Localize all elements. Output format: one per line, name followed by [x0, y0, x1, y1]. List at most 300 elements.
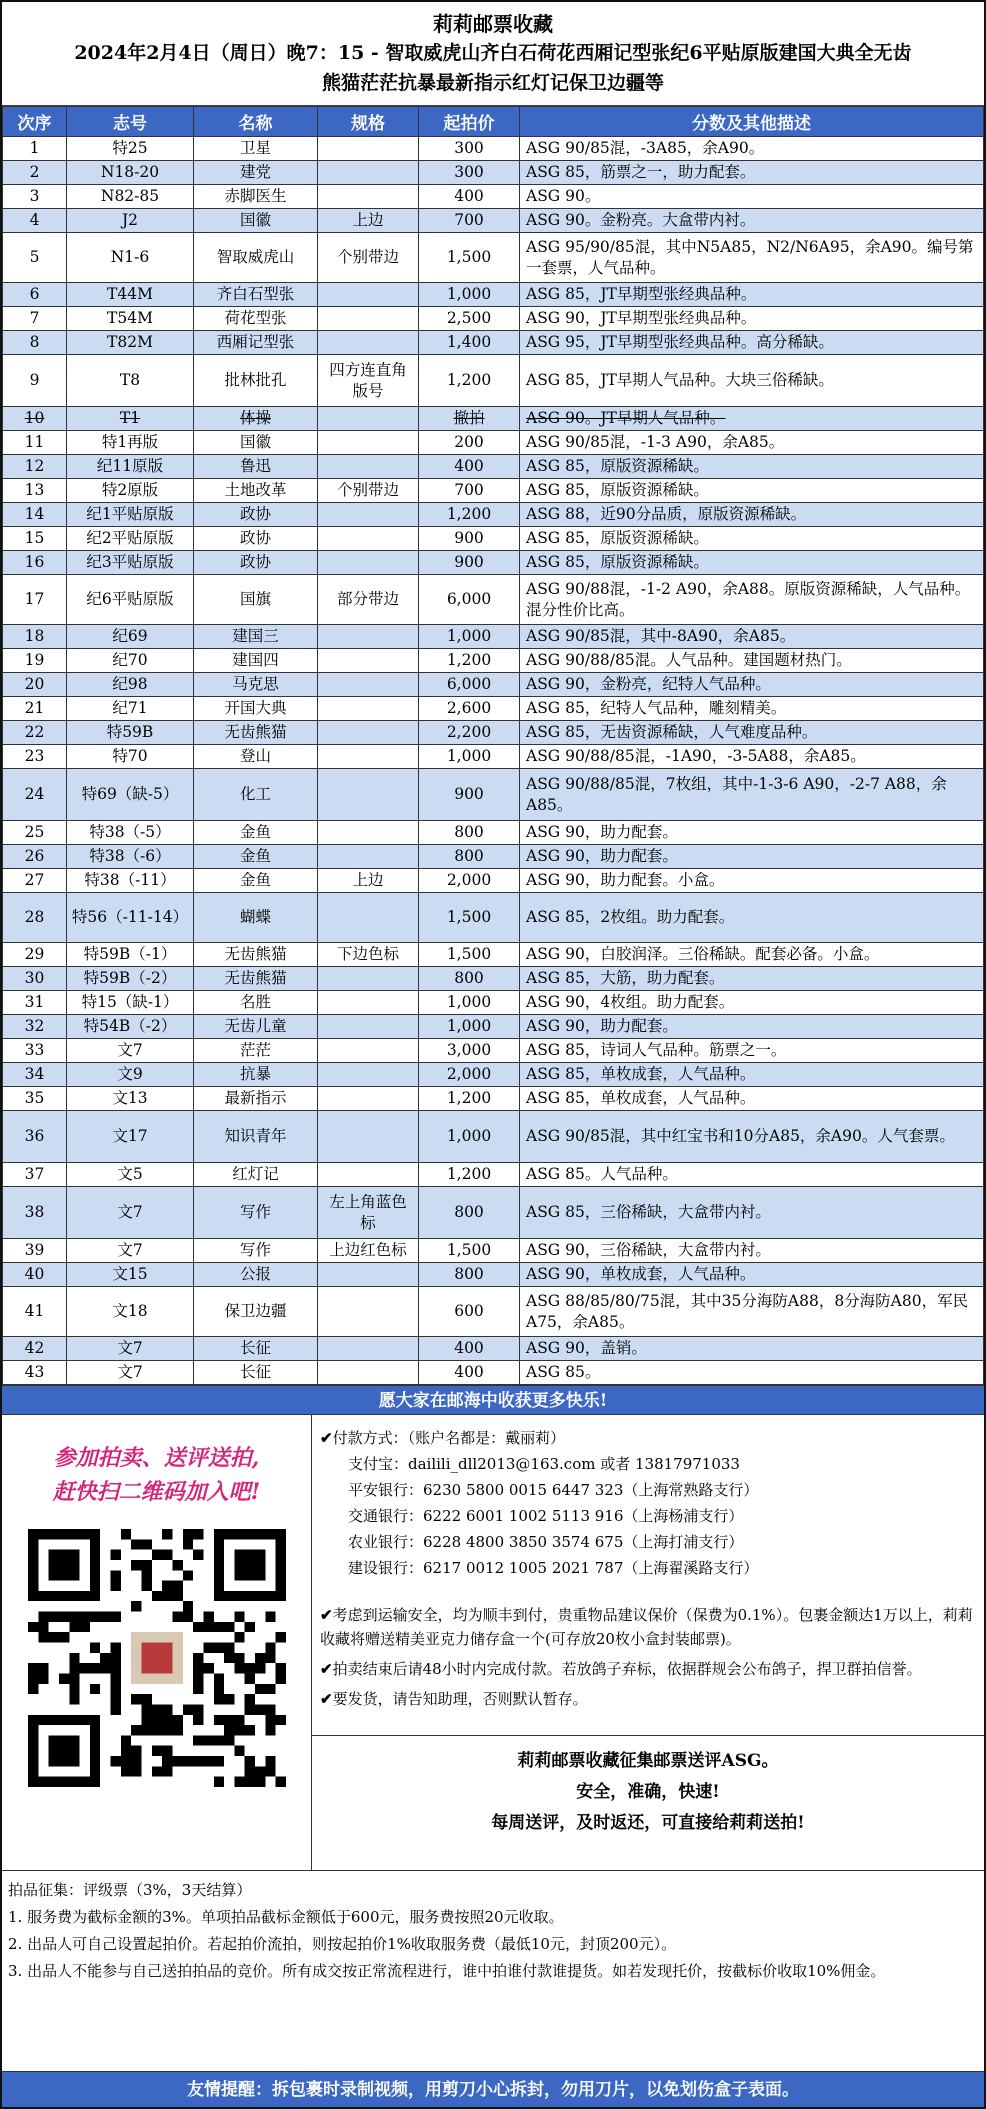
lot-price-cell: 800: [419, 821, 520, 845]
lot-spec-cell: [318, 431, 419, 455]
alipay-account: 支付宝：dailili_dll2013@163.com 或者 13817971033: [348, 1455, 740, 1473]
lot-number-cell: 33: [3, 1039, 67, 1063]
lot-number-cell: 21: [3, 697, 67, 721]
asg-line-2: 安全，准确，快速!: [576, 1782, 720, 1802]
lot-desc-cell: ASG 90。: [520, 185, 984, 209]
table-row: [3, 1361, 984, 1385]
lot-desc-cell: ASG 85。人气品种。: [520, 1163, 984, 1187]
lot-desc-cell: ASG 90，单枚成套，人气品种。: [520, 1263, 984, 1287]
lot-number-cell: 41: [3, 1287, 67, 1337]
lot-name-cell: 长征: [194, 1337, 318, 1361]
lot-price-cell: 1,500: [419, 1239, 520, 1263]
payment-info: [312, 1415, 984, 1735]
table-row: [3, 575, 984, 625]
lot-number-cell: 2: [3, 161, 67, 185]
lot-code-cell: 纪98: [67, 673, 194, 697]
lot-number-cell: 5: [3, 233, 67, 283]
table-row: [3, 1015, 984, 1039]
table-row: [3, 355, 984, 407]
lot-table-body: [3, 137, 984, 1385]
lot-code-cell: 文7: [67, 1187, 194, 1239]
lot-desc-cell: ASG 85，单枚成套，人气品种。: [520, 1087, 984, 1111]
terms-item-2: 2. 出品人可自己设置起拍价。若起拍价流拍，则按起拍价1%收取服务费（最低10元，封顶200元）。: [8, 1935, 677, 1953]
lot-code-cell: 纪11原版: [67, 455, 194, 479]
lot-price-cell: 1,000: [419, 283, 520, 307]
lot-desc-cell: ASG 90/85混，-3A85，余A90。: [520, 137, 984, 161]
table-header-row: [3, 107, 984, 137]
lot-code-cell: T54M: [67, 307, 194, 331]
table-row: [3, 721, 984, 745]
check-icon: ✔: [320, 1606, 333, 1624]
asg-line-3: 每周送评，及时返还，可直接给莉莉送拍!: [491, 1813, 805, 1833]
lot-code-cell: 纪2平贴原版: [67, 527, 194, 551]
lot-desc-cell: ASG 90，助力配套。: [520, 1015, 984, 1039]
lot-code-cell: 文7: [67, 1361, 194, 1385]
lot-price-cell: 700: [419, 479, 520, 503]
lot-desc-cell: ASG 95，JT早期型张经典品种。高分稀缺。: [520, 331, 984, 355]
lot-number-cell: 36: [3, 1111, 67, 1163]
lot-desc-cell: ASG 85，单枚成套，人气品种。: [520, 1063, 984, 1087]
lot-name-cell: 蝴蝶: [194, 893, 318, 943]
lot-price-cell: 6,000: [419, 575, 520, 625]
table-row: [3, 431, 984, 455]
lot-spec-cell: [318, 673, 419, 697]
promo-panel: [2, 1415, 312, 1870]
lot-number-cell: 8: [3, 331, 67, 355]
lot-code-cell: T8: [67, 355, 194, 407]
lot-number-cell: 18: [3, 625, 67, 649]
lot-price-cell: 1,200: [419, 355, 520, 407]
lot-name-cell: 无齿熊猫: [194, 943, 318, 967]
lot-price-cell: 400: [419, 1337, 520, 1361]
lot-number-cell: 23: [3, 745, 67, 769]
lot-number-cell: 43: [3, 1361, 67, 1385]
lot-code-cell: 纪70: [67, 649, 194, 673]
lot-code-cell: 文7: [67, 1239, 194, 1263]
col-header-no: 次序: [3, 107, 67, 137]
table-row: [3, 649, 984, 673]
lot-price-cell: 1,200: [419, 503, 520, 527]
bank-account-pingan: 平安银行：6230 5800 0015 6447 323（上海常熟路支行）: [348, 1481, 759, 1499]
lot-number-cell: 40: [3, 1263, 67, 1287]
lot-price-cell: 800: [419, 967, 520, 991]
table-row: [3, 1163, 984, 1187]
lot-code-cell: 特1再版: [67, 431, 194, 455]
lot-spec-cell: [318, 769, 419, 821]
qr-code-icon[interactable]: [28, 1529, 286, 1787]
lot-code-cell: 特70: [67, 745, 194, 769]
lot-name-cell: 开国大典: [194, 697, 318, 721]
lot-spec-cell: [318, 1063, 419, 1087]
lot-code-cell: 文18: [67, 1287, 194, 1337]
lot-desc-cell: ASG 85，纪特人气品种，雕刻精美。: [520, 697, 984, 721]
lot-spec-cell: [318, 967, 419, 991]
lot-spec-cell: [318, 625, 419, 649]
lot-spec-cell: [318, 307, 419, 331]
lot-name-cell: 金鱼: [194, 869, 318, 893]
lot-price-cell: 1,500: [419, 893, 520, 943]
lot-number-cell: 3: [3, 185, 67, 209]
table-row: [3, 1039, 984, 1063]
lot-name-cell: 写作: [194, 1239, 318, 1263]
lot-name-cell: 土地改革: [194, 479, 318, 503]
lot-name-cell: 知识青年: [194, 1111, 318, 1163]
lot-code-cell: T1: [67, 407, 194, 431]
lot-name-cell: 国徽: [194, 431, 318, 455]
lot-number-cell: 26: [3, 845, 67, 869]
lot-name-cell: 政协: [194, 503, 318, 527]
lot-desc-cell: ASG 85，JT早期型张经典品种。: [520, 283, 984, 307]
bank-account-abc: 农业银行：6228 4800 3850 3574 675（上海打浦支行）: [348, 1533, 744, 1551]
check-icon: ✔: [320, 1690, 333, 1708]
promo-line-2: 赶快扫二维码加入吧!: [52, 1479, 261, 1505]
lot-spec-cell: [318, 1087, 419, 1111]
lot-spec-cell: 上边红色标: [318, 1239, 419, 1263]
table-row: [3, 769, 984, 821]
table-row: [3, 479, 984, 503]
lot-desc-cell: ASG 88/85/80/75混，其中35分海防A88，8分海防A80，军民A75，余A85。: [520, 1287, 984, 1337]
table-row: [3, 943, 984, 967]
lot-code-cell: 文17: [67, 1111, 194, 1163]
lot-name-cell: 抗暴: [194, 1063, 318, 1087]
lot-spec-cell: [318, 991, 419, 1015]
lot-spec-cell: [318, 1287, 419, 1337]
lot-name-cell: 无齿儿童: [194, 1015, 318, 1039]
lot-desc-cell: ASG 90/85混，其中-8A90，余A85。: [520, 625, 984, 649]
lot-spec-cell: 下边色标: [318, 943, 419, 967]
table-row: [3, 869, 984, 893]
lot-spec-cell: [318, 407, 419, 431]
lot-spec-cell: [318, 1015, 419, 1039]
promo-line-1: 参加拍卖、送评送拍,: [53, 1445, 260, 1471]
lot-desc-cell: ASG 90，白胶润泽。三俗稀缺。配套必备。小盒。: [520, 943, 984, 967]
lot-name-cell: 马克思: [194, 673, 318, 697]
lot-price-cell: 2,500: [419, 307, 520, 331]
lot-desc-cell: ASG 85，原版资源稀缺。: [520, 479, 984, 503]
lot-desc-cell: ASG 85，筋票之一，助力配套。: [520, 161, 984, 185]
table-row: [3, 1087, 984, 1111]
footer-reminder: 友情提醒：拆包裹时录制视频，用剪刀小心拆封，勿用刀片，以免划伤盒子表面。: [2, 2071, 984, 2107]
lot-desc-cell: ASG 90，助力配套。小盒。: [520, 869, 984, 893]
table-row: [3, 407, 984, 431]
lot-price-cell: 1,200: [419, 649, 520, 673]
lot-name-cell: 建国三: [194, 625, 318, 649]
lot-desc-cell: ASG 85，三俗稀缺，大盒带内衬。: [520, 1187, 984, 1239]
lot-number-cell: 42: [3, 1337, 67, 1361]
lot-spec-cell: [318, 185, 419, 209]
terms-heading: 拍品征集：评级票（3%，3天结算）: [8, 1881, 252, 1899]
lot-desc-cell: ASG 90/88/85混。人气品种。建国题材热门。: [520, 649, 984, 673]
table-row: [3, 673, 984, 697]
lot-code-cell: N1-6: [67, 233, 194, 283]
lot-code-cell: T44M: [67, 283, 194, 307]
lot-number-cell: 30: [3, 967, 67, 991]
lot-code-cell: 特15（缺-1）: [67, 991, 194, 1015]
col-header-spec: 规格: [318, 107, 419, 137]
lot-desc-cell: ASG 90/88混，-1-2 A90，余A88。原版资源稀缺，人气品种。混分性价比高。: [520, 575, 984, 625]
lot-number-cell: 9: [3, 355, 67, 407]
asg-line-1: 莉莉邮票收藏征集邮票送评ASG。: [517, 1751, 779, 1771]
lot-name-cell: 卫星: [194, 137, 318, 161]
lot-number-cell: 6: [3, 283, 67, 307]
lot-number-cell: 22: [3, 721, 67, 745]
col-header-name: 名称: [194, 107, 318, 137]
lot-spec-cell: [318, 283, 419, 307]
terms-item-3: 3. 出品人不能参与自己送拍拍品的竞价。所有成交按正常流程进行，谁中拍谁付款谁提货。如若发现托价，按截标价收取10%佣金。: [8, 1962, 886, 1980]
lot-number-cell: 10: [3, 407, 67, 431]
lot-desc-cell: ASG 95/90/85混，其中N5A85，N2/N6A95，余A90。编号第一套票，人气品种。: [520, 233, 984, 283]
lot-name-cell: 建党: [194, 161, 318, 185]
lot-name-cell: 荷花型张: [194, 307, 318, 331]
lot-code-cell: 纪1平贴原版: [67, 503, 194, 527]
lot-desc-cell: ASG 90/85混，其中红宝书和10分A85，余A90。人气套票。: [520, 1111, 984, 1163]
lot-code-cell: 特38（-6）: [67, 845, 194, 869]
check-icon: ✔: [320, 1429, 333, 1447]
lot-price-cell: 300: [419, 161, 520, 185]
lot-name-cell: 政协: [194, 551, 318, 575]
lot-price-cell: 1,500: [419, 943, 520, 967]
lot-spec-cell: [318, 721, 419, 745]
consignment-terms: [2, 1871, 984, 1995]
lot-desc-cell: ASG 90。JT早期人气品种。: [520, 407, 984, 431]
lot-desc-cell: ASG 90，盖销。: [520, 1337, 984, 1361]
lot-price-cell: 300: [419, 137, 520, 161]
lot-price-cell: 1,000: [419, 991, 520, 1015]
lot-name-cell: 名胜: [194, 991, 318, 1015]
lot-number-cell: 29: [3, 943, 67, 967]
lot-price-cell: 800: [419, 1187, 520, 1239]
lot-number-cell: 17: [3, 575, 67, 625]
lot-desc-cell: ASG 85，诗词人气品种。筋票之一。: [520, 1039, 984, 1063]
lot-price-cell: 1,400: [419, 331, 520, 355]
lot-desc-cell: ASG 90/88/85混，-1A90，-3-5A88，余A85。: [520, 745, 984, 769]
lot-price-cell: 600: [419, 1287, 520, 1337]
lot-name-cell: 国旗: [194, 575, 318, 625]
subtitle-line-1: 2024年2月4日（周日）晚7：15 - 智取威虎山齐白石荷花西厢记型张纪6平贴原版建国大典全无齿: [74, 42, 912, 64]
table-row: [3, 137, 984, 161]
table-row: [3, 845, 984, 869]
table-row: [3, 1239, 984, 1263]
lot-code-cell: 特59B: [67, 721, 194, 745]
lot-desc-cell: ASG 85。: [520, 1361, 984, 1385]
lot-price-cell: 2,000: [419, 869, 520, 893]
lot-price-cell: 800: [419, 1263, 520, 1287]
lot-code-cell: 特38（-5）: [67, 821, 194, 845]
lot-code-cell: 文13: [67, 1087, 194, 1111]
shipping-note: ✔考虑到运输安全，均为顺丰到付，贵重物品建议保价（保费为0.1%）。包裹金额达1万以上，莉莉收藏将赠送精美亚克力储存盒一个(可存放20枚小盒封装邮票)。: [320, 1606, 973, 1648]
lot-name-cell: 无齿熊猫: [194, 967, 318, 991]
lot-code-cell: N18-20: [67, 161, 194, 185]
lot-spec-cell: 四方连直角版号: [318, 355, 419, 407]
lot-spec-cell: [318, 331, 419, 355]
lot-name-cell: 长征: [194, 1361, 318, 1385]
lot-spec-cell: 上边: [318, 209, 419, 233]
lot-price-cell: 1,000: [419, 1015, 520, 1039]
lot-spec-cell: [318, 1263, 419, 1287]
table-row: [3, 1337, 984, 1361]
asg-service-box: [312, 1735, 984, 1870]
lot-name-cell: 建国四: [194, 649, 318, 673]
lot-number-cell: 32: [3, 1015, 67, 1039]
lot-number-cell: 27: [3, 869, 67, 893]
lot-price-cell: 1,000: [419, 745, 520, 769]
lot-spec-cell: [318, 821, 419, 845]
lot-price-cell: 900: [419, 527, 520, 551]
lot-name-cell: 鲁迅: [194, 455, 318, 479]
lot-price-cell: 2,000: [419, 1063, 520, 1087]
lot-price-cell: 400: [419, 455, 520, 479]
table-row: [3, 455, 984, 479]
table-row: [3, 625, 984, 649]
lot-number-cell: 16: [3, 551, 67, 575]
lot-name-cell: 赤脚医生: [194, 185, 318, 209]
lot-number-cell: 14: [3, 503, 67, 527]
table-row: [3, 307, 984, 331]
lot-number-cell: 12: [3, 455, 67, 479]
lot-number-cell: 7: [3, 307, 67, 331]
lot-number-cell: 19: [3, 649, 67, 673]
lot-name-cell: 保卫边疆: [194, 1287, 318, 1337]
lot-desc-cell: ASG 85，原版资源稀缺。: [520, 527, 984, 551]
lot-code-cell: N82-85: [67, 185, 194, 209]
lot-number-cell: 34: [3, 1063, 67, 1087]
lot-desc-cell: ASG 88，近90分品质，原版资源稀缺。: [520, 503, 984, 527]
lot-spec-cell: 部分带边: [318, 575, 419, 625]
lot-spec-cell: 上边: [318, 869, 419, 893]
lot-name-cell: 金鱼: [194, 845, 318, 869]
lot-price-cell: 1,000: [419, 1111, 520, 1163]
lot-price-cell: 800: [419, 845, 520, 869]
col-header-price: 起拍价: [419, 107, 520, 137]
lot-desc-cell: ASG 90，金粉亮，纪特人气品种。: [520, 673, 984, 697]
lot-code-cell: 特54B（-2）: [67, 1015, 194, 1039]
lot-name-cell: 金鱼: [194, 821, 318, 845]
lot-spec-cell: [318, 1111, 419, 1163]
lot-price-cell: 400: [419, 1361, 520, 1385]
lot-number-cell: 25: [3, 821, 67, 845]
lot-name-cell: 最新指示: [194, 1087, 318, 1111]
lot-code-cell: 特59B（-1）: [67, 943, 194, 967]
lot-spec-cell: [318, 503, 419, 527]
lot-spec-cell: [318, 137, 419, 161]
terms-item-1: 1. 服务费为截标金额的3%。单项拍品截标金额低于600元，服务费按照20元收取。: [8, 1908, 564, 1926]
table-row: [3, 1063, 984, 1087]
lot-desc-cell: ASG 90，助力配套。: [520, 821, 984, 845]
lot-number-cell: 35: [3, 1087, 67, 1111]
table-row: [3, 209, 984, 233]
lot-code-cell: 纪6平贴原版: [67, 575, 194, 625]
lot-spec-cell: [318, 455, 419, 479]
wish-banner: 愿大家在邮海中收获更多快乐!: [2, 1385, 984, 1415]
lot-price-cell: 1,500: [419, 233, 520, 283]
lot-number-cell: 38: [3, 1187, 67, 1239]
lot-spec-cell: [318, 1361, 419, 1385]
lot-desc-cell: ASG 85，原版资源稀缺。: [520, 551, 984, 575]
lot-name-cell: 政协: [194, 527, 318, 551]
table-row: [3, 503, 984, 527]
table-row: [3, 1263, 984, 1287]
lot-price-cell: 900: [419, 551, 520, 575]
lot-price-cell: 6,000: [419, 673, 520, 697]
lot-number-cell: 15: [3, 527, 67, 551]
table-row: [3, 331, 984, 355]
info-section: [2, 1415, 984, 1871]
lot-number-cell: 24: [3, 769, 67, 821]
lot-desc-cell: ASG 90，助力配套。: [520, 845, 984, 869]
table-row: [3, 893, 984, 943]
lot-code-cell: 纪71: [67, 697, 194, 721]
payment-deadline-note: ✔拍卖结束后请48小时内完成付款。若放鸽子弃标，依据群规会公布鸽子，捍卫群拍信誉。: [320, 1660, 922, 1678]
lot-name-cell: 批林批孔: [194, 355, 318, 407]
lot-code-cell: 特59B（-2）: [67, 967, 194, 991]
check-icon: ✔: [320, 1660, 333, 1678]
lot-name-cell: 体操: [194, 407, 318, 431]
lot-table: [2, 106, 984, 1385]
lot-code-cell: 特56（-11-14）: [67, 893, 194, 943]
lot-desc-cell: ASG 85，大筋，助力配套。: [520, 967, 984, 991]
header: [2, 2, 984, 106]
col-header-desc: 分数及其他描述: [520, 107, 984, 137]
lot-number-cell: 37: [3, 1163, 67, 1187]
lot-spec-cell: [318, 649, 419, 673]
lot-name-cell: 国徽: [194, 209, 318, 233]
lot-code-cell: 文5: [67, 1163, 194, 1187]
table-row: [3, 967, 984, 991]
lot-desc-cell: ASG 90，JT早期型张经典品种。: [520, 307, 984, 331]
lot-price-cell: 1,000: [419, 625, 520, 649]
lot-code-cell: T82M: [67, 331, 194, 355]
lot-price-cell: 1,200: [419, 1163, 520, 1187]
table-row: [3, 161, 984, 185]
lot-name-cell: 公报: [194, 1263, 318, 1287]
lot-number-cell: 1: [3, 137, 67, 161]
lot-desc-cell: ASG 85，2枚组。助力配套。: [520, 893, 984, 943]
subtitle-line-2: 熊猫茫茫抗暴最新指示红灯记保卫边疆等: [321, 72, 664, 94]
lot-number-cell: 11: [3, 431, 67, 455]
lot-spec-cell: [318, 845, 419, 869]
table-row: [3, 1111, 984, 1163]
table-row: [3, 745, 984, 769]
lot-desc-cell: ASG 85，原版资源稀缺。: [520, 455, 984, 479]
lot-name-cell: 茫茫: [194, 1039, 318, 1063]
lot-name-cell: 齐白石型张: [194, 283, 318, 307]
lot-price-cell: 900: [419, 769, 520, 821]
lot-price-cell: 700: [419, 209, 520, 233]
lot-spec-cell: [318, 1163, 419, 1187]
lot-spec-cell: [318, 1039, 419, 1063]
lot-code-cell: 文15: [67, 1263, 194, 1287]
col-header-code: 志号: [67, 107, 194, 137]
lot-spec-cell: [318, 745, 419, 769]
lot-number-cell: 39: [3, 1239, 67, 1263]
lot-price-cell: 2,600: [419, 697, 520, 721]
lot-code-cell: 文7: [67, 1337, 194, 1361]
lot-code-cell: 特25: [67, 137, 194, 161]
lot-code-cell: J2: [67, 209, 194, 233]
lot-spec-cell: 个别带边: [318, 479, 419, 503]
lot-code-cell: 纪69: [67, 625, 194, 649]
payment-panel: [312, 1415, 984, 1870]
lot-code-cell: 文9: [67, 1063, 194, 1087]
lot-price-cell: 2,200: [419, 721, 520, 745]
lot-spec-cell: [318, 697, 419, 721]
lot-desc-cell: ASG 90，4枚组。助力配套。: [520, 991, 984, 1015]
lot-name-cell: 西厢记型张: [194, 331, 318, 355]
bank-account-bocom: 交通银行：6222 6001 1002 5113 916（上海杨浦支行）: [348, 1507, 744, 1525]
lot-desc-cell: ASG 85，JT早期人气品种。大块三俗稀缺。: [520, 355, 984, 407]
table-row: [3, 233, 984, 283]
lot-spec-cell: [318, 527, 419, 551]
